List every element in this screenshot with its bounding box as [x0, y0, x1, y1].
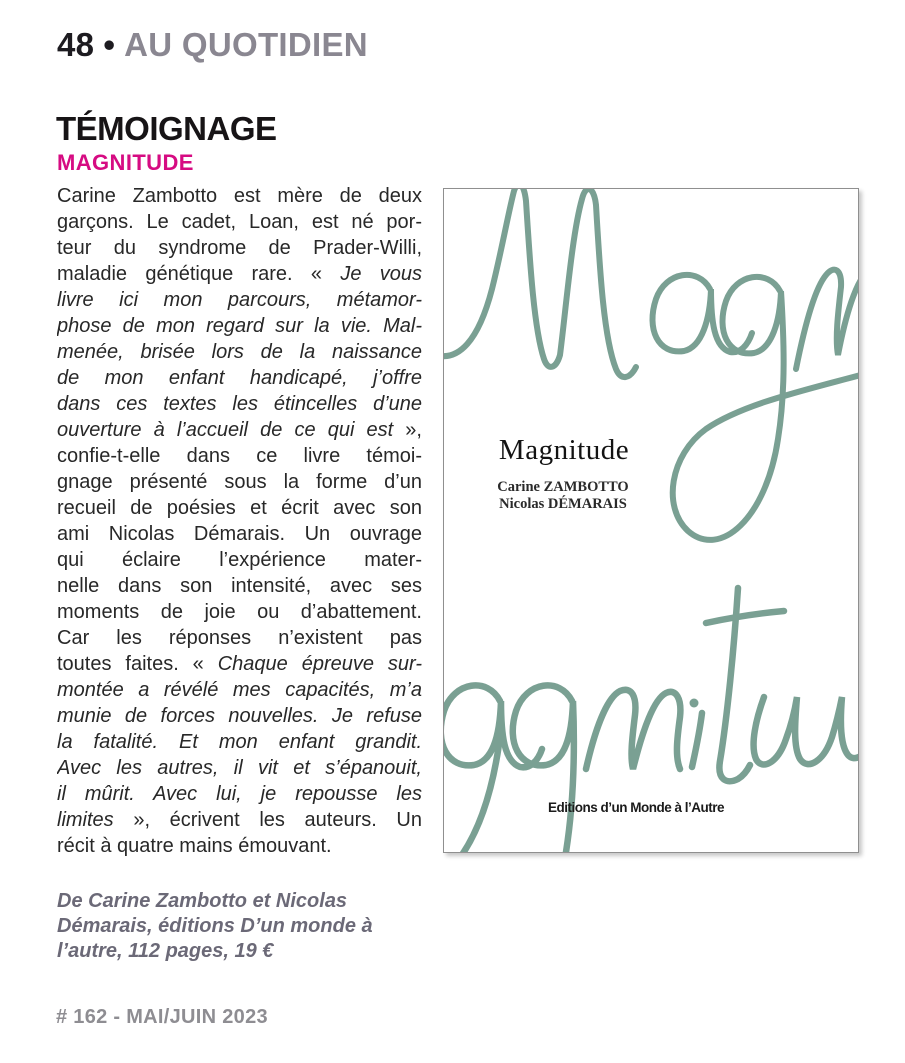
body-line: recueil de poésies et écrit avec son [57, 497, 422, 519]
body-line: confie-t-elle dans ce livre témoi- [57, 445, 422, 467]
book-title: Magnitude [498, 434, 630, 466]
script-letter-u-bottom [754, 697, 858, 765]
body-line: toutes faites. « Chaque épreuve sur- [57, 653, 422, 675]
body-line: qui éclaire l’expérience mater- [57, 549, 422, 571]
script-letter-i-dot [690, 699, 699, 708]
script-letter-n-top [796, 269, 858, 369]
page-footer: # 162 - MAI/JUIN 2023 [56, 1006, 268, 1028]
body-line: ami Nicolas Démarais. Un ouvrage [57, 523, 422, 545]
cover-script-lettering [444, 189, 858, 852]
header-bullet-icon: • [103, 26, 116, 63]
body-line: ouverture à l’accueil de ce qui est », [57, 419, 422, 441]
script-letter-g-top [673, 277, 858, 540]
body-line: montée a révélé mes capacités, m’a [57, 679, 422, 701]
body-line: limites », écrivent les auteurs. Un [57, 809, 422, 831]
credit-line: l’autre, 112 pages, 19 € [57, 940, 274, 962]
page-header [57, 26, 368, 64]
script-letter-M [444, 189, 636, 377]
body-line: maladie génétique rare. « Je vous [57, 263, 422, 285]
body-line: livre ici mon parcours, métamor- [57, 289, 422, 311]
body-line: garçons. Le cadet, Loan, est né por- [57, 211, 422, 233]
body-line: de mon enfant handicapé, j’offre [57, 367, 422, 389]
body-line: Carine Zambotto est mère de deux [57, 185, 422, 207]
article-kicker: TÉMOIGNAGE [56, 110, 277, 147]
article-title: MAGNITUDE [57, 150, 194, 175]
credit-line: Démarais, éditions D’un monde à [57, 915, 373, 937]
body-line: gnage présenté sous la forme d’un [57, 471, 422, 493]
book-author: Carine ZAMBOTTO [497, 479, 629, 495]
script-letter-i-stem [692, 713, 702, 767]
body-line: teur du syndrome de Prader-Willi, [57, 237, 422, 259]
script-letter-t-crossbar [706, 611, 784, 623]
body-line: dans ces textes les étincelles d’une [57, 393, 422, 415]
body-line: moments de joie ou d’abattement. [57, 601, 422, 623]
article-credit [57, 889, 373, 964]
book-author: Nicolas DÉMARAIS [499, 496, 627, 512]
body-line: il mûrit. Avec lui, je repousse les [57, 783, 422, 805]
body-line: phose de mon regard sur la vie. Mal- [57, 315, 422, 337]
body-line: menée, brisée lors de la naissance [57, 341, 422, 363]
credit-line: De Carine Zambotto et Nicolas [57, 890, 348, 912]
article-body [57, 183, 422, 859]
book-authors [444, 479, 682, 513]
body-line: Car les réponses n’existent pas [57, 627, 422, 649]
body-line: Avec les autres, il vit et s’épanouit, [57, 757, 422, 779]
section-title: AU QUOTIDIEN [124, 26, 368, 63]
body-line: nelle dans son intensité, avec ses [57, 575, 422, 597]
script-letter-n-bottom [586, 690, 680, 769]
body-line: munie de forces nouvelles. Je refuse [57, 705, 422, 727]
body-line: la fatalité. Et mon enfant grandit. [57, 731, 422, 753]
book-publisher: Editions d’un Monde à l’Autre [548, 800, 724, 815]
page-number: 48 [57, 26, 95, 63]
body-line: récit à quatre mains émouvant. [57, 835, 332, 857]
book-cover [443, 188, 859, 853]
